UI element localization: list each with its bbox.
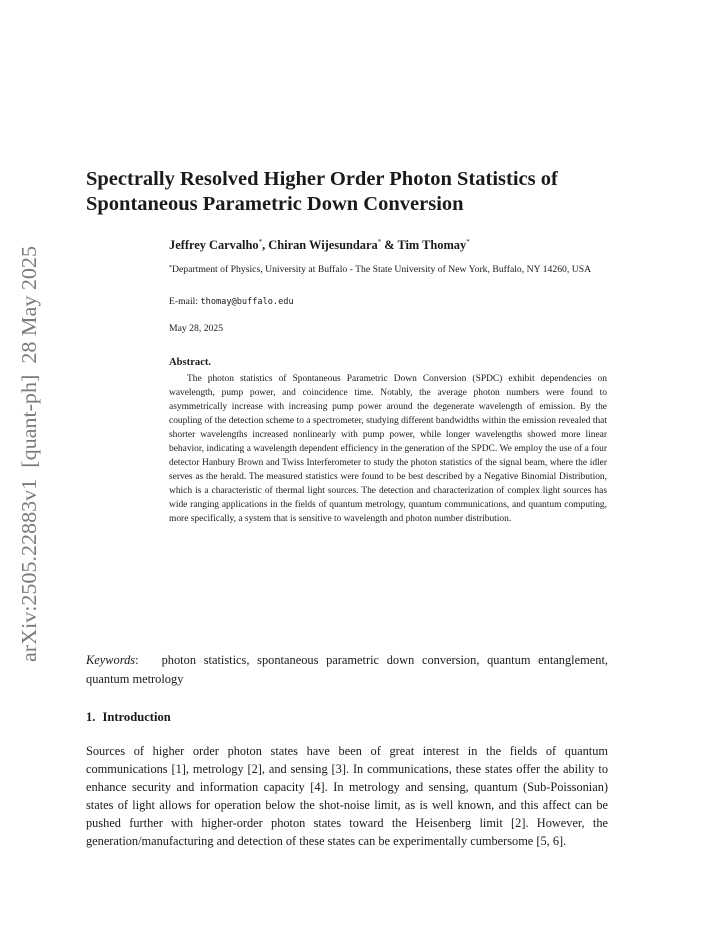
affiliation [169, 261, 609, 277]
abstract-body: The photon statistics of Spontaneous Parametric Down Conversion (SPDC) exhibit dependencies on wavelength, pump power, and coincidence time. Notably, the average photon numbers were found to asymmetrically increase with increasing pump power around the degenerate wavelength of emission. By the coupling of the detection scheme to a spectrometer, studying different bandwidths within the emission revealed that shorter wavelengths increased nonlinearly with pump power, while longer wavelengths showed more linear behavior, indicating a wavelength dependent efficiency in the generation of the SPDC. We employ the use of a four detector Hanbury Brown and Twiss Interferometer to study the photon statistics of the signal beam, where the idler serves as the herald. The measured statistics were found to be best described by a Negative Binomial Distribution, which is a characteristic of thermal light sources. The detection and characterization of complex light sources has wide ranging applications in the fields of quantum metrology, quantum communications, and quantum computing, more specifically, a system that is sensitive to wavelength and photon number distribution. [169, 374, 607, 525]
contact-email [169, 296, 609, 307]
author-separator: & [381, 238, 398, 252]
author-name: Chiran Wijesundara [268, 238, 378, 252]
arxiv-identifier-text: arXiv:2505.22883v1 [quant-ph] 28 May 2025 [17, 265, 41, 662]
affiliation-marker: * [258, 238, 263, 246]
affiliation-marker: * [377, 238, 382, 246]
introduction-paragraph: Sources of higher order photon states have been of great interest in the fields of quantum communications [1], metrology [2], and sensing [3]. In communications, these states offer the ability to enhance security and information capacity [4]. In metrology and sensing, quantum (Sub-Poissonian) states of light allows for operation below the shot-noise limit, as is well known, and this affect can be pushed further with higher-order photon states toward the Heisenberg limit [2]. However, the generation/manufacturing and detection of these states can be experimentally cumbersome [5, 6]. [86, 744, 608, 849]
publication-date: May 28, 2025 [169, 323, 224, 334]
keywords-label: Keywords [86, 653, 136, 667]
section-heading [86, 710, 171, 725]
section-title: Introduction [102, 710, 171, 724]
affiliation-text: Department of Physics, University at Buffalo - The State University of New York, Buffalo, NY 14260, USA [172, 264, 592, 275]
author-name: Tim Thomay [397, 238, 467, 252]
author-separator: , [262, 238, 269, 252]
paper-title: Spectrally Resolved Higher Order Photon Statistics of Spontaneous Parametric Down Conversion [86, 168, 558, 215]
keywords: Keywords: photon statistics, spontaneous parametric down conversion, quantum entanglement, quantum metrology [86, 653, 608, 686]
author-list [169, 238, 629, 253]
keywords-text: photon statistics, spontaneous parametric down conversion, quantum entanglement, quantum metrology [86, 653, 608, 686]
affiliation-marker: * [169, 265, 172, 271]
affiliation-marker: * [466, 238, 470, 246]
email-label: E-mail: [169, 296, 201, 307]
email-address: thomay@buffalo.edu [200, 297, 294, 307]
abstract-heading: Abstract. [169, 357, 212, 368]
arxiv-identifier-stamp [4, 244, 44, 664]
section-number: 1. [86, 710, 96, 724]
author-name: Jeffrey Carvalho [169, 238, 259, 252]
